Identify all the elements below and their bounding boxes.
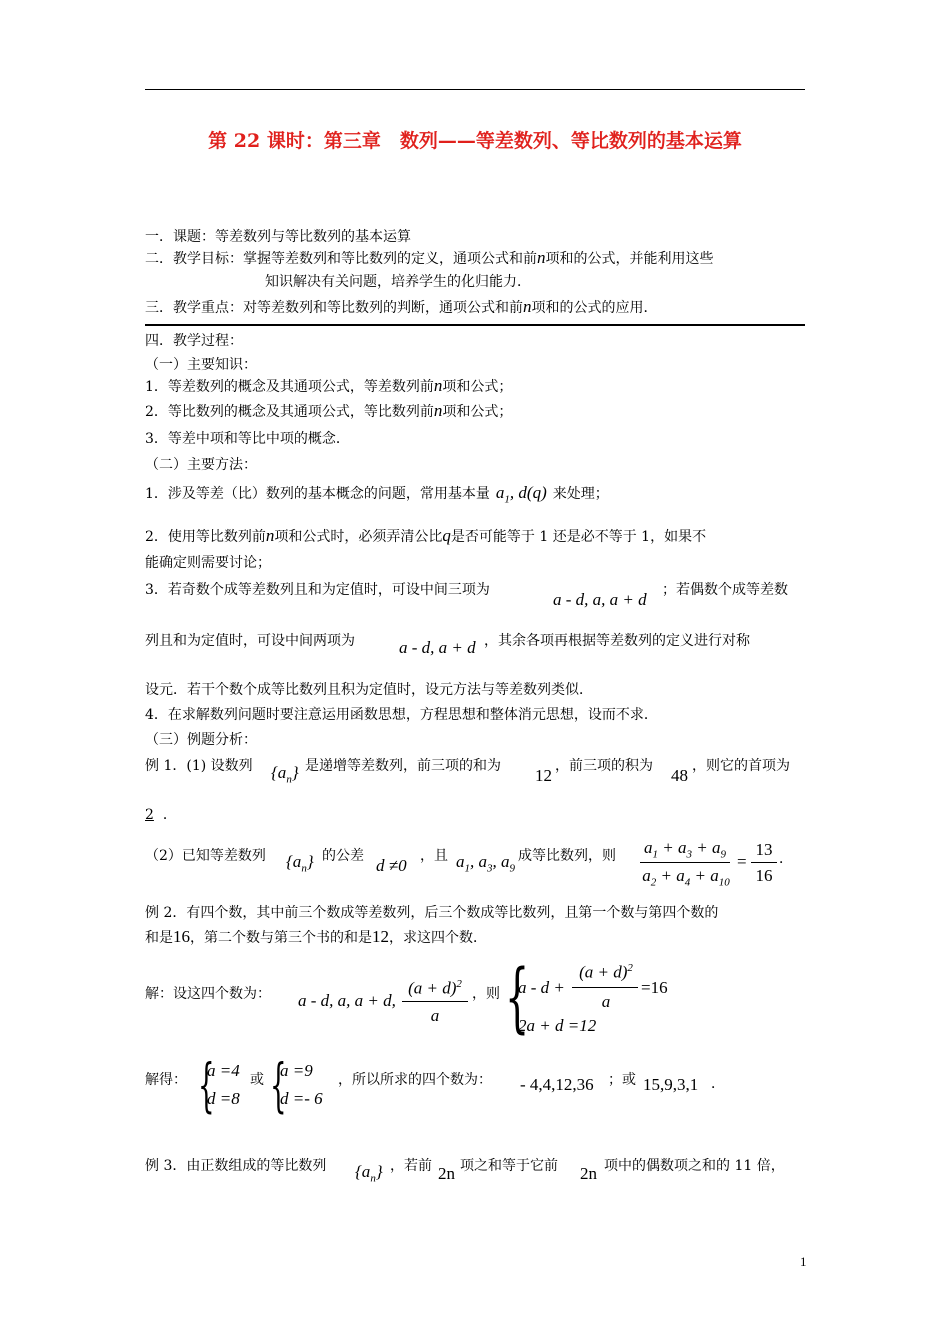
example-1-d: ，则它的首项为 <box>692 758 790 774</box>
example-3-b: ，若前 <box>390 1158 432 1174</box>
method-3-d: ，其余各项再根据等差数列的定义进行对称 <box>484 633 750 649</box>
result-period: ． <box>711 1076 725 1092</box>
eq1-frac-bar <box>572 987 638 988</box>
sol1-a: a =4 <box>207 1061 240 1080</box>
fourth-term-bar <box>402 1001 468 1002</box>
two-n-2: 2n <box>580 1164 597 1183</box>
result-or: ；或 <box>608 1072 636 1088</box>
seq-an-1: $\{a_n\}$ <box>271 763 299 786</box>
solved-label: 解得： <box>145 1072 187 1088</box>
method-3-c: 列且和为定值时，可设中间两项为 <box>145 633 355 649</box>
example-1-part2-d: 成等比数列，则 <box>518 848 616 864</box>
example-3: 例 3．由正数组成的等比数列 <box>145 1158 327 1174</box>
method-1: 1．涉及等差（比）数列的基本概念的问题，常用基本量 $a_1$, d(q) 来处理； <box>145 483 609 506</box>
answer-numerator: 13 <box>755 840 773 859</box>
formula-three-terms: a - d, a, a + d <box>553 590 647 609</box>
example-1-c: ，前三项的积为 <box>555 758 653 774</box>
d-nonzero: d ≠0 <box>376 856 407 875</box>
ratio-bar <box>640 862 730 863</box>
eq2: 2a + d =12 <box>518 1016 597 1035</box>
section-process: 四．教学过程： <box>145 333 243 349</box>
four-numbers: a - d, a, a + d, <box>298 991 396 1010</box>
section-topic: 一．课题：等差数列与等比数列的基本运算 <box>145 229 411 245</box>
solution-then: ，则 <box>472 986 500 1002</box>
sol1-d: d =8 <box>207 1089 240 1108</box>
eq1-left: a - d + <box>518 978 565 997</box>
method-2: 2．使用等比数列前n项和公式时，必须弄清公比q是否可能等于 1 还是必不等于 1，如果不 <box>145 526 707 545</box>
period: ． <box>779 851 793 867</box>
section-goals-cont: 知识解决有关问题，培养学生的化归能力． <box>265 274 531 290</box>
section-goals: 二．教学目标：掌握等差数列和等比数列的定义，通项公式和前n项和的公式，并能利用这些 <box>145 248 714 267</box>
example-3-c: 项之和等于它前 <box>460 1158 558 1174</box>
eq1-rhs: =16 <box>641 978 668 997</box>
page-title: 第 22 课时：第三章 数列——等差数列、等比数列的基本运算 <box>208 130 742 152</box>
result-set-1: - 4,4,12,36 <box>520 1075 594 1094</box>
method-3: 3．若奇数个成等差数列且和为定值时，可设中间三项为 <box>145 582 490 598</box>
geo-terms: $a_1$, $a_3$, $a_9$ <box>456 852 515 875</box>
eq1-frac-num: $(a + d)^2$ <box>579 962 633 982</box>
example-1-b: 是递增等差数列，前三项的和为 <box>305 758 501 774</box>
two-n-1: 2n <box>438 1164 455 1183</box>
example-1-part2-c: ，且 <box>420 848 448 864</box>
result-set-2: 15,9,3,1 <box>643 1075 699 1094</box>
answer-bar <box>751 862 777 863</box>
method-3-e: 设元．若干个数个成等比数列且积为定值时，设元方法与等差数列类似． <box>145 682 593 698</box>
ratio-numerator: $a_1 + a_3 + a_9$ <box>644 838 726 861</box>
solution-intro: 解：设这四个数为： <box>145 986 271 1002</box>
fourth-term-den: a <box>430 1006 440 1025</box>
sol2-brace: { <box>270 1051 287 1119</box>
or-text: 或 <box>250 1072 264 1088</box>
seq-an-2: $\{a_n\}$ <box>286 852 314 875</box>
product-value: 48 <box>671 766 688 785</box>
fourth-term-num: $(a + d)^2$ <box>408 978 462 998</box>
example-2: 例 2．有四个数，其中前三个数成等差数列，后三个数成等比数列，且第一个数与第四个数的 <box>145 905 719 921</box>
system-brace: { <box>505 952 530 1041</box>
sol2-a: a =9 <box>280 1061 313 1080</box>
answer-denominator: 16 <box>755 866 773 885</box>
result-text: ，所以所求的四个数为： <box>338 1072 492 1088</box>
ratio-denominator: $a_2 + a_4 + a_{10}$ <box>642 866 730 889</box>
example-1-part2: （2）已知等差数列 <box>145 848 266 864</box>
example-1-part2-b: 的公差 <box>322 848 364 864</box>
methods-heading: （二）主要方法： <box>145 457 257 473</box>
knowledge-3: 3．等差中项和等比中项的概念． <box>145 431 350 447</box>
example-3-d: 项中的偶数项之和的 11 倍， <box>604 1158 785 1174</box>
knowledge-heading: （一）主要知识： <box>145 357 257 373</box>
sol2-d: d =- 6 <box>280 1089 323 1108</box>
header-rule <box>145 89 805 90</box>
method-4: 4．在求解数列问题时要注意运用函数思想，方程思想和整体消元思想，设而不求． <box>145 707 658 723</box>
example-1: 例 1．(1) 设数列 <box>145 758 253 774</box>
method-2-cont: 能确定则需要讨论； <box>145 555 271 571</box>
method-3-b: ；若偶数个成等差数 <box>662 582 788 598</box>
page-number: 1 <box>800 1254 807 1269</box>
example-2-b: 和是16，第二个数与第三个书的和是12，求这四个数． <box>145 927 487 946</box>
knowledge-2: 2．等比数列的概念及其通项公式，等比数列前n项和公式； <box>145 401 513 420</box>
examples-heading: （三）例题分析： <box>145 732 257 748</box>
sum-value: 12 <box>535 766 552 785</box>
formula-two-terms: a - d, a + d <box>399 638 476 657</box>
knowledge-1: 1．等差数列的概念及其通项公式，等差数列前n项和公式； <box>145 376 513 395</box>
section-keypoints: 三．教学重点：对等差数列和等比数列的判断，通项公式和前n项和的公式的应用． <box>145 297 658 316</box>
eq1-frac-den: a <box>601 992 611 1011</box>
sol1-brace: { <box>198 1051 215 1119</box>
seq-an-3: $\{a_n\}$ <box>355 1162 383 1185</box>
section-divider <box>145 324 805 326</box>
example-1-answer: 2 ． <box>145 807 177 823</box>
equals-sign: = <box>737 852 747 871</box>
